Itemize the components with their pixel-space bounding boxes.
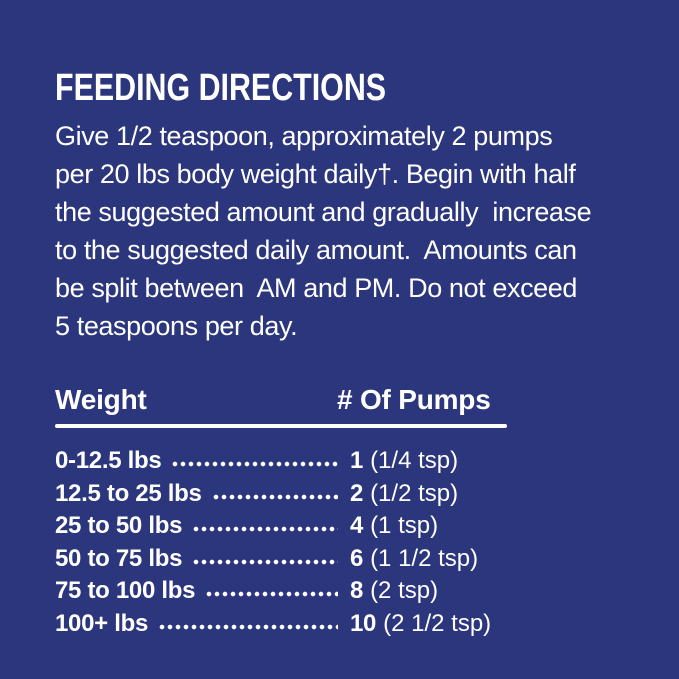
tsp-value: (2 1/2 tsp): [383, 609, 492, 637]
dot-leader: [171, 445, 338, 478]
directions-line: the suggested amount and gradually increase: [55, 197, 592, 227]
tsp-value: (1/2 tsp): [370, 479, 459, 507]
pumps-column-header: # Of Pumps: [337, 384, 491, 415]
table-body: [55, 445, 507, 640]
directions-line: per 20 lbs body weight daily†. Begin with half: [55, 159, 576, 189]
weight-value: 12.5 to 25 lbs: [55, 479, 202, 507]
tsp-value: (2 tsp): [370, 577, 439, 604]
weight-cell: [55, 510, 350, 543]
pumps-cell: [350, 575, 438, 608]
weight-value: 100+ lbs: [55, 609, 149, 637]
table-row: [55, 575, 507, 608]
pumps-value: 10: [350, 609, 377, 637]
dot-leader: [205, 575, 338, 608]
weight-column-header: Weight: [55, 384, 147, 415]
directions-line: be split between AM and PM. Do not exceed: [55, 273, 578, 303]
table-row: [55, 510, 507, 543]
page-title: FEEDING DIRECTIONS: [55, 67, 387, 109]
tsp-value: (1/4 tsp): [370, 447, 459, 474]
tsp-value: (1 tsp): [370, 512, 439, 539]
feeding-table: [55, 385, 507, 640]
pumps-cell: [350, 543, 478, 576]
table-header-divider: [55, 424, 507, 428]
directions-line: Give 1/2 teaspoon, approximately 2 pumps: [55, 121, 553, 151]
tsp-value: (1 1/2 tsp): [370, 544, 479, 572]
pumps-cell: [350, 445, 458, 478]
weight-cell: [55, 543, 350, 576]
weight-cell: [55, 478, 350, 511]
directions-paragraph: [55, 117, 649, 345]
pumps-value: 8: [350, 577, 364, 604]
pumps-value: 4: [350, 512, 364, 539]
directions-line: 5 teaspoons per day.: [55, 311, 298, 341]
pumps-value: 1: [350, 447, 364, 474]
table-row: [55, 608, 507, 641]
dot-leader: [158, 608, 338, 641]
weight-cell: [55, 445, 350, 478]
pumps-cell: [350, 510, 438, 543]
weight-cell: [55, 575, 350, 608]
table-header-row: [55, 385, 507, 415]
weight-value: 75 to 100 lbs: [55, 577, 196, 604]
weight-value: 50 to 75 lbs: [55, 544, 183, 572]
pumps-value: 2: [350, 479, 364, 507]
table-row: [55, 478, 507, 511]
table-row: [55, 543, 507, 576]
table-row: [55, 445, 507, 478]
directions-line: to the suggested daily amount. Amounts can: [55, 235, 577, 265]
dot-leader: [212, 478, 338, 511]
weight-value: 25 to 50 lbs: [55, 512, 183, 539]
weight-cell: [55, 608, 350, 641]
pumps-cell: [350, 608, 491, 641]
dot-leader: [192, 510, 338, 543]
weight-value: 0-12.5 lbs: [55, 447, 162, 474]
pumps-value: 6: [350, 544, 364, 572]
dot-leader: [192, 543, 338, 576]
pumps-cell: [350, 478, 458, 511]
